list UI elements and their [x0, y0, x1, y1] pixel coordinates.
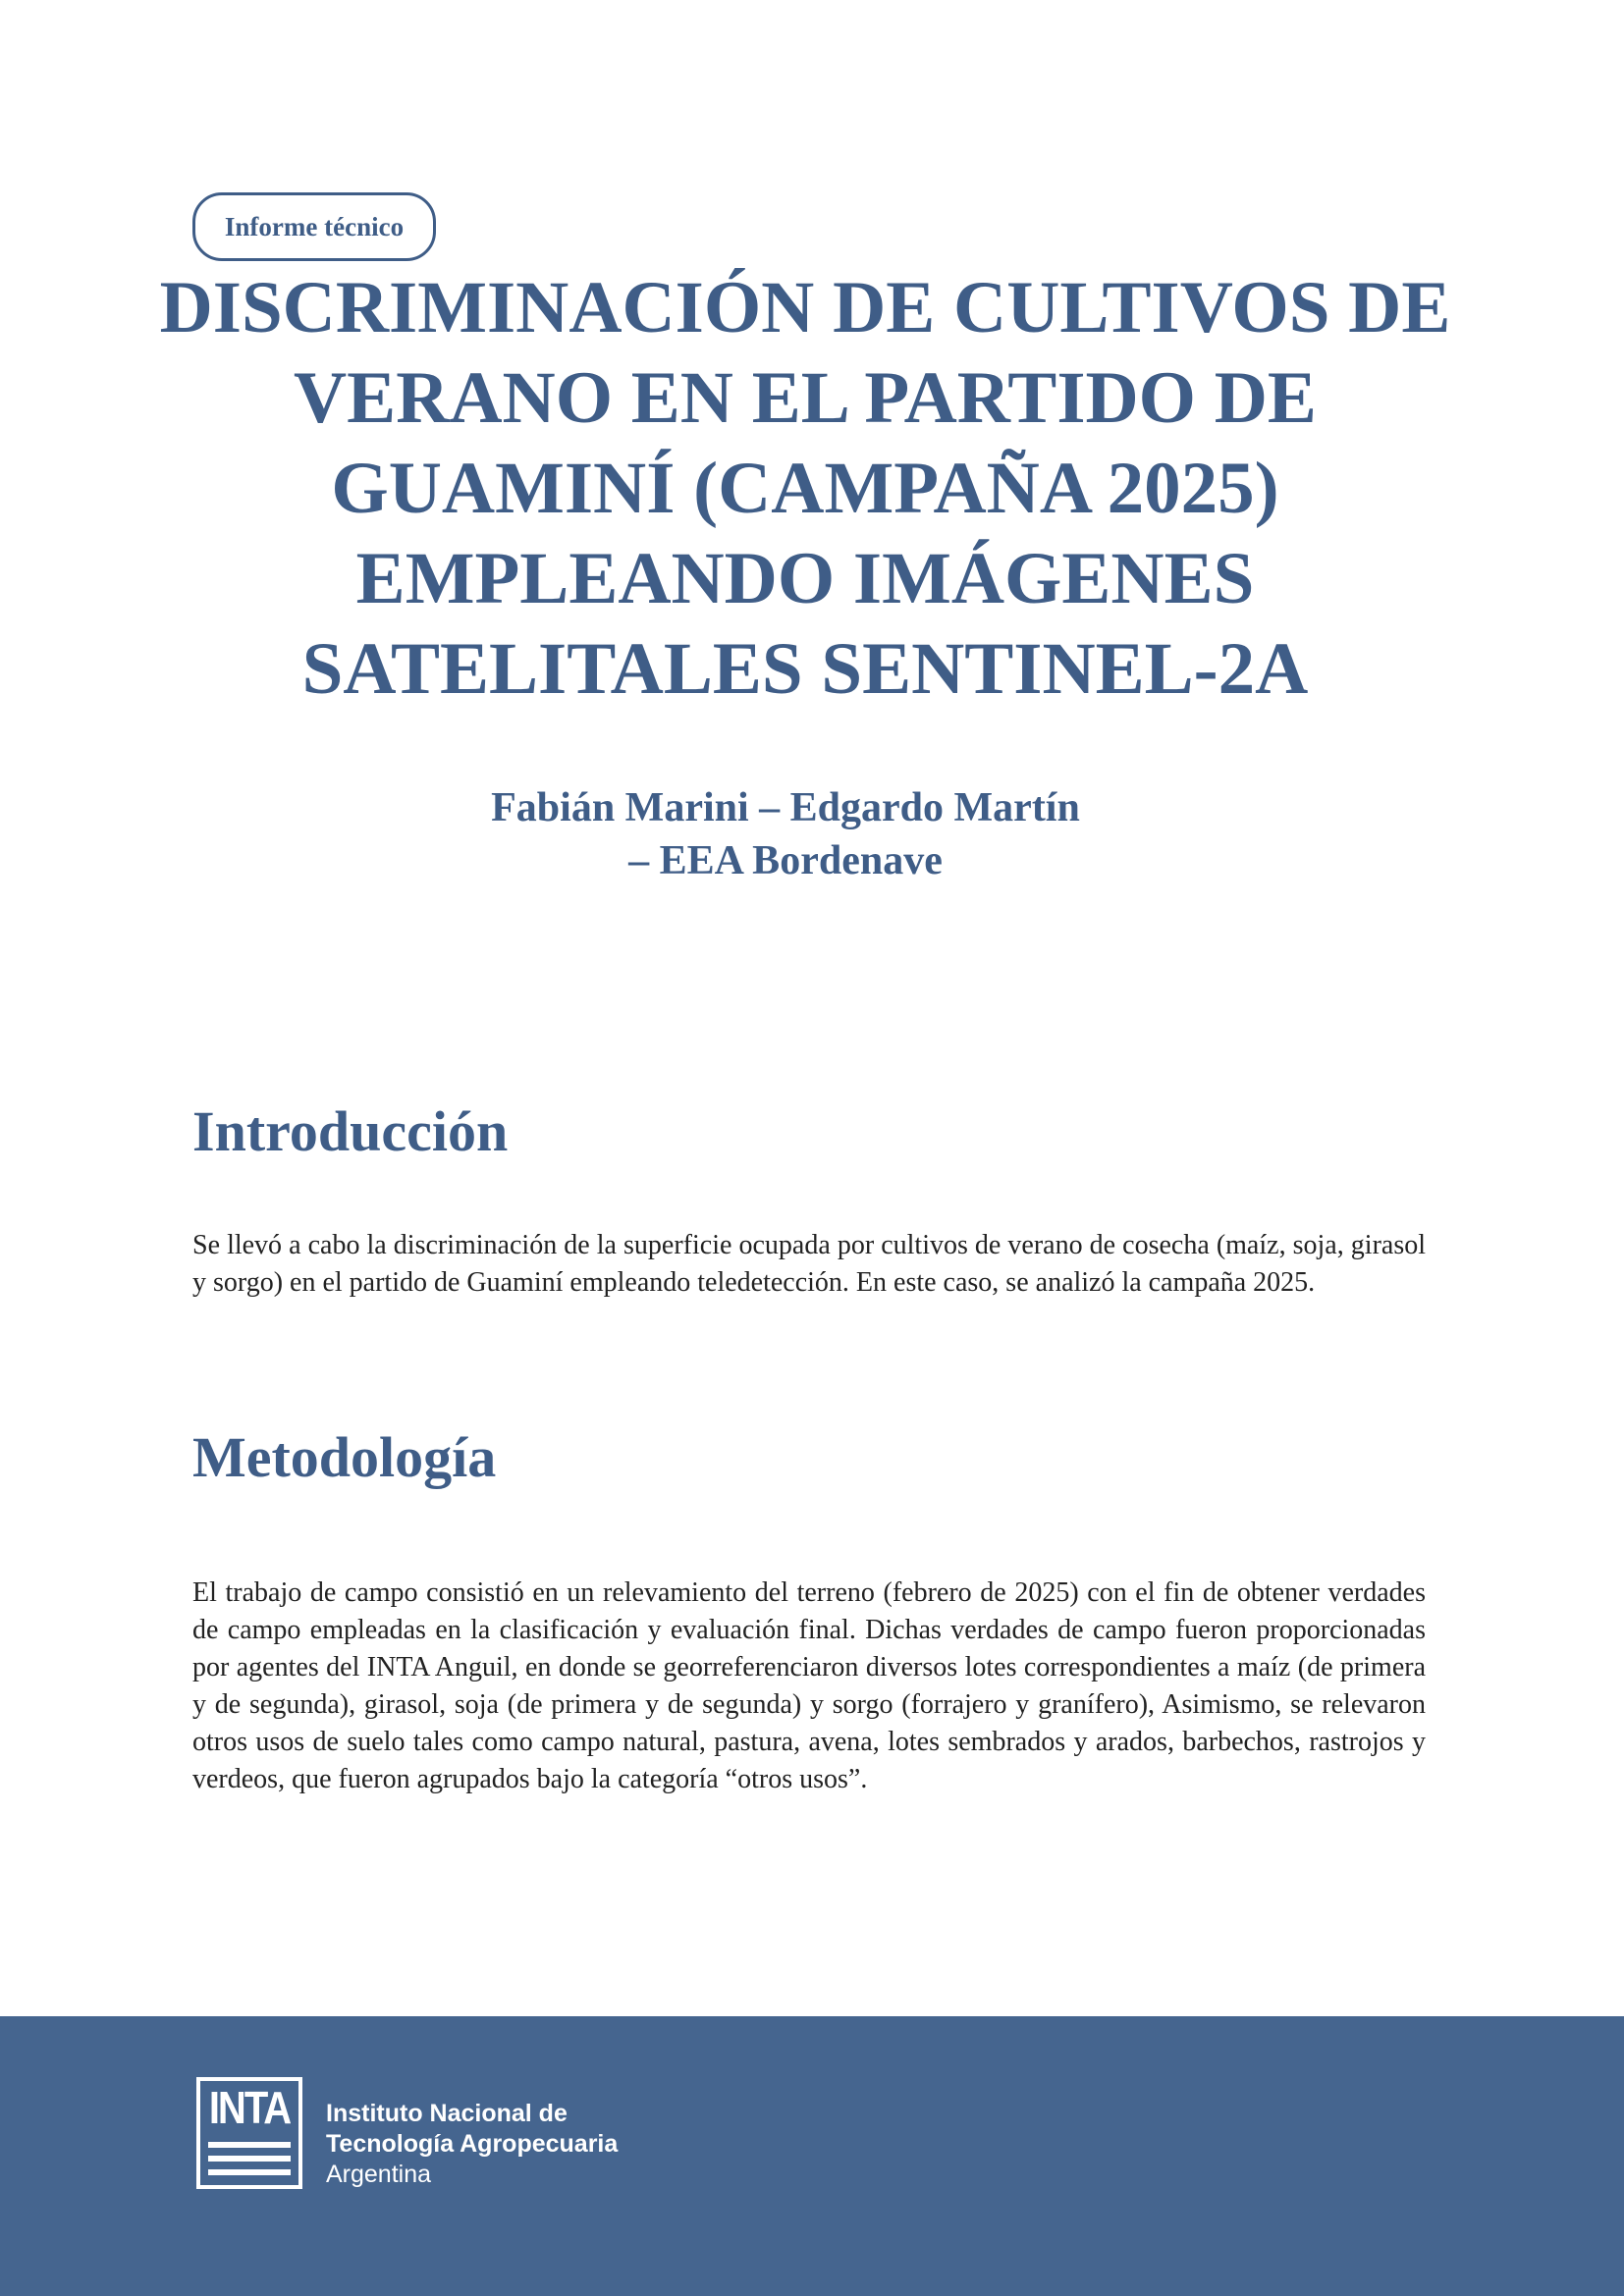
title-line: VERANO EN EL PARTIDO DE — [294, 357, 1317, 439]
inta-logo — [196, 2077, 302, 2189]
authors-line: – EEA Bordenave — [628, 838, 943, 883]
introduccion-paragraph: Se llevó a cabo la discriminación de la superficie ocupada por cultivos de verano de cosecha (maíz, soja, girasol y sorgo) en el partido de Guaminí empleando teledetección. En este caso, se analizó la campaña 2025. — [192, 1230, 1426, 1298]
logo-stripe — [208, 2169, 291, 2175]
org-line: Tecnología Agropecuaria — [326, 2130, 619, 2158]
logo-stripe — [208, 2142, 291, 2148]
title-line: SATELITALES SENTINEL-2A — [301, 628, 1309, 710]
org-line: Instituto Nacional de — [326, 2100, 568, 2127]
inta-logo-text: INTA — [208, 2083, 291, 2134]
org-country: Argentina — [326, 2161, 432, 2188]
authors-line: Fabián Marini – Edgardo Martín — [491, 785, 1080, 830]
logo-stripe — [208, 2156, 291, 2162]
title-line: EMPLEANDO IMÁGENES — [355, 538, 1255, 619]
document-title — [88, 263, 1522, 715]
footer-band — [0, 2016, 1624, 2296]
report-type-badge: Informe técnico — [192, 192, 436, 261]
metodologia-paragraph: El trabajo de campo consistió en un relevamiento del terreno (febrero de 2025) con el fin de obtener verdades de campo empleadas en la clasificación y evaluación final. Dichas verdades de campo fueron proporcionadas por agentes del INTA Anguil, en donde se georreferenciaron diversos lotes correspondientes a maíz (de primera y de segunda), girasol, soja (de primera y de segunda) y sorgo (forrajero y granífero), Asimismo, se relevaron otros usos de suelo tales como campo natural, pastura, avena, lotes sembrados y arados, barbechos, rastrojos y verdeos, que fueron agrupados bajo la categoría “otros usos”. — [192, 1577, 1426, 1794]
section-heading-introduccion: Introducción — [192, 1099, 509, 1163]
organization-name — [326, 2099, 618, 2190]
title-line: GUAMINÍ (CAMPAÑA 2025) — [331, 448, 1279, 529]
title-line: DISCRIMINACIÓN DE CULTIVOS DE — [159, 267, 1451, 348]
section-heading-metodologia: Metodología — [192, 1425, 497, 1489]
authors — [295, 781, 1276, 887]
